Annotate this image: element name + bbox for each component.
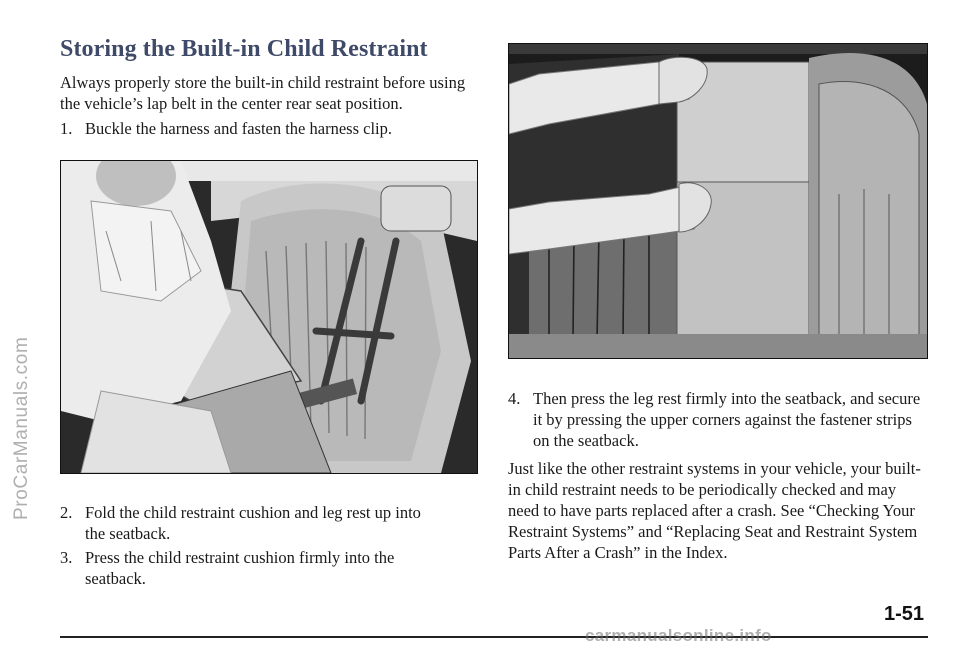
- step-text: Fold the child restraint cushion and leg rest up into the seatback.: [85, 503, 421, 543]
- side-watermark-text: ProCarManuals.com: [11, 336, 32, 520]
- step-number: 1.: [60, 119, 73, 138]
- intro-paragraph: Always properly store the built-in child restraint before using the vehicle’s lap belt in the center rear seat position.: [60, 73, 466, 113]
- side-watermark: [6, 120, 36, 540]
- step-text: Buckle the harness and fasten the harness clip.: [85, 119, 392, 138]
- step-text: Then press the leg rest firmly into the seatback, and secure it by pressing the upper corners against the fastener strips on the seatback.: [533, 389, 921, 450]
- step-number: 3.: [60, 548, 73, 567]
- step-number: 2.: [60, 503, 73, 522]
- footer-watermark: carmanualsonline.info: [585, 626, 772, 645]
- harness-buckling-photo: [60, 160, 478, 474]
- step-3: [60, 547, 430, 589]
- section-title: Storing the Built-in Child Restraint: [60, 36, 428, 62]
- step-text: Press the child restraint cushion firmly into the seatback.: [85, 548, 395, 588]
- step-1: [60, 118, 480, 139]
- step-4: [508, 388, 926, 451]
- footer-rule: [60, 636, 928, 638]
- seatback-pressing-photo: [508, 43, 928, 359]
- closing-paragraph: Just like the other restraint systems in your vehicle, your built-in child restraint needs to be periodically checked and may need to have parts replaced after a crash. See “Checking Your Restraint Systems” and “Replacing Seat and Restraint System Parts After a Crash” in the Index.: [508, 459, 921, 562]
- step-2: [60, 502, 440, 544]
- step-number: 4.: [508, 389, 521, 408]
- page-number: 1-51: [883, 603, 924, 625]
